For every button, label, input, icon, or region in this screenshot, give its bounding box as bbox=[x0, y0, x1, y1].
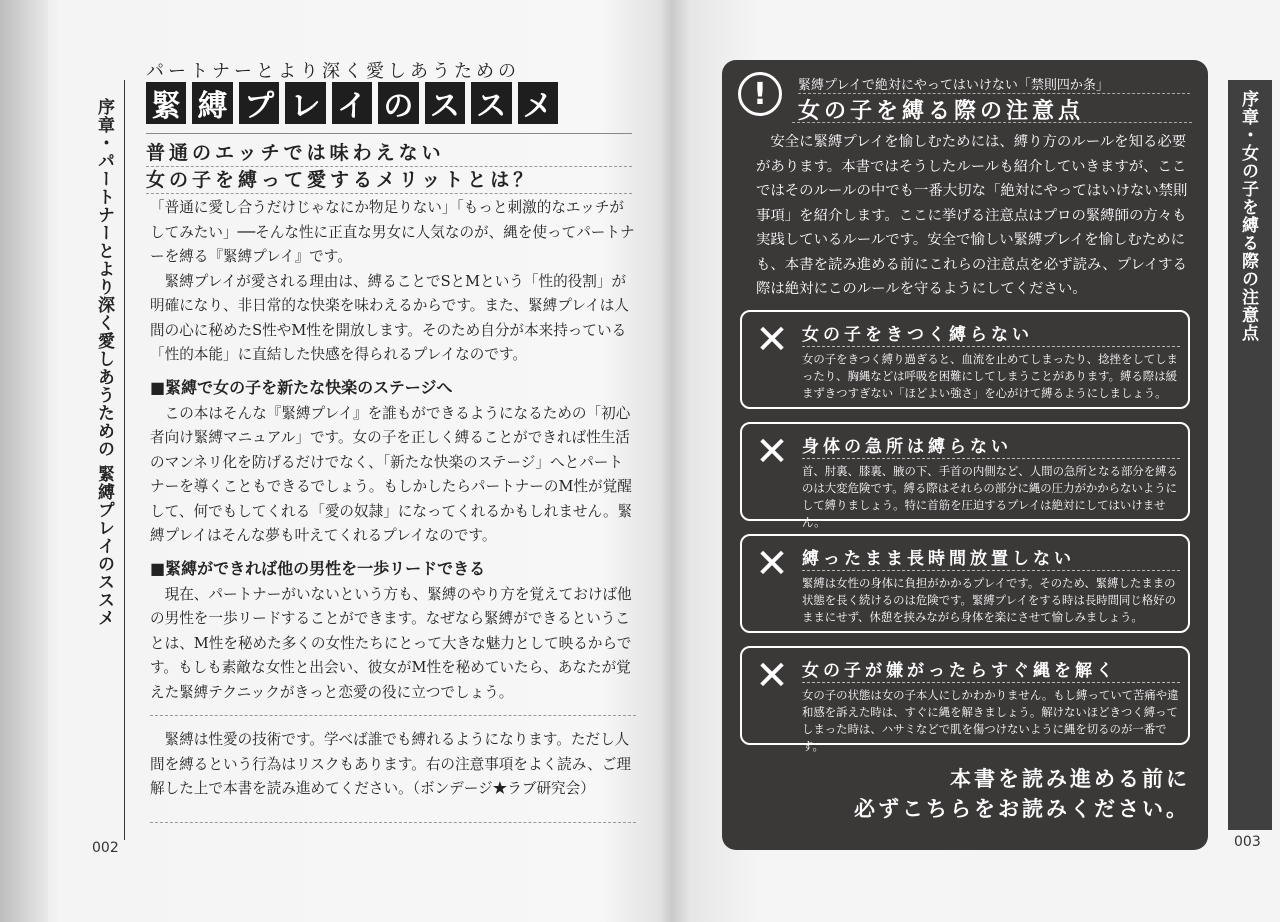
right-running-head: 序章・女の子を縛る際の注意点 bbox=[1238, 90, 1258, 342]
left-body-text bbox=[150, 196, 636, 802]
title-char: メ bbox=[518, 82, 558, 124]
panel-intro bbox=[756, 130, 1196, 302]
subtitle-line-1: 普通のエッチでは味わえない bbox=[146, 140, 632, 167]
rule-heading-2: 身体の急所は縛らない bbox=[802, 437, 1012, 457]
subtitle-line-2: 女の子を縛って愛するメリットとは？ bbox=[146, 167, 632, 194]
title-char: 縛 bbox=[192, 82, 232, 124]
paragraph-3: この本はそんな『緊縛プレイ』を誰もができるようになるための「初心者向け緊縛マニュアル」です。女の子を正しく縛ることができれば性生活のマンネリ化を防げるだけでなく、「新たな快楽のステージ」へとパートナーを導くこともできるでしょう。もしかしたらパートナーのM性が覚醒して、何でもしてくれる「愛の奴隷」になってくれるかもしれません。緊縛プレイはそんな夢も叶えてくれるプレイなのです。 bbox=[150, 404, 633, 544]
title-char: ス bbox=[425, 82, 465, 124]
left-running-head: 序章・パートナーとより深く愛しあうための 緊縛プレイのススメ bbox=[94, 98, 114, 627]
title-char: イ bbox=[332, 82, 372, 124]
title-char: レ bbox=[285, 82, 325, 124]
section-heading-1: ■緊縛で女の子を新たな快楽のステージへ bbox=[150, 377, 453, 397]
cross-icon: ✕ bbox=[755, 653, 789, 699]
rule-heading-3: 縛ったまま長時間放置しない bbox=[802, 549, 1075, 569]
rule-text-1: 女の子をきつく縛り過ぎると、血流を止めてしまったり、捻挫をしてしまったり、胸縄などは呼吸を困難にしてしまうことがあります。縛る際は緩まずきつすぎない「ほどよい強さ」を心がけて縛るようにしましょう。 bbox=[802, 346, 1180, 402]
title-char: 緊 bbox=[146, 82, 186, 124]
cta-line-2: 必ずこちらをお読みください。 bbox=[854, 797, 1190, 821]
article-kicker: パートナーとより深く愛しあうための bbox=[146, 61, 520, 82]
cta-line-1: 本書を読み進める前に bbox=[950, 767, 1190, 791]
panel-title: 女の子を縛る際の注意点 bbox=[798, 99, 1085, 124]
right-page-number: 003 bbox=[1234, 834, 1261, 850]
cross-icon: ✕ bbox=[755, 541, 789, 587]
panel-intro-text: 安全に緊縛プレイを愉しむためには、縛り方のルールを知る必要があります。本書ではそうしたルールも紹介していきますが、ここではそのルールの中でも一番大切な「絶対にやってはいけない禁則事項」を紹介します。ここに挙げる注意点はプロの緊縛師の方々も実践しているルールです。安全で愉しい緊縛プレイを愉しむためにも、本書を読み進める前にこれらの注意点を必ず読み、プレイする際は絶対にこのルールを守るようにしてください。 bbox=[756, 134, 1188, 297]
rule-heading-4: 女の子が嫌がったらすぐ縄を解く bbox=[802, 661, 1117, 681]
title-char: プ bbox=[239, 82, 279, 124]
paragraph-4: 現在、パートナーがいないという方も、緊縛のやり方を覚えておけば他の男性を一歩リードすることができます。なぜなら緊縛ができるということは、M性を秘めた多くの女性たちにとって大きな魅力として映るからです。もしも素敵な女性と出会い、彼女がM性を秘めていたら、あなたが覚えた緊縛テクニックがきっと恋愛の役に立つでしょう。 bbox=[150, 585, 632, 701]
cross-icon: ✕ bbox=[755, 317, 789, 363]
article-subtitle bbox=[146, 133, 632, 194]
panel-kicker: 緊縛プレイで絶対にやってはいけない「禁則四か条」 bbox=[798, 74, 1190, 94]
rule-text-2: 首、肘裏、膝裏、腋の下、手首の内側など、人間の急所となる部分を縛るのは大変危険です。縛る際はそれらの部分に縄の圧力がかからないようにして縛りましょう。特に首筋を圧迫するプレイは絶対にしてはいけません。 bbox=[802, 458, 1180, 531]
exclamation-icon: ! bbox=[738, 72, 782, 116]
call-to-action bbox=[790, 764, 1190, 824]
paragraph-1: 「普通に愛し合うだけじゃなにか物足りない」「もっと刺激的なエッチがしてみたい」──そんな性に正直な男女に人気なのが、縄を使ってパートナーを縛る『緊縛プレイ』です。 bbox=[150, 199, 635, 265]
page-edge-shadow bbox=[0, 0, 48, 922]
section-heading-2: ■緊縛ができれば他の男性を一歩リードできる bbox=[150, 558, 486, 578]
paragraph-5: 緊縛は性愛の技術です。学べば誰でも縛れるようになります。ただし人間を縛るという行為はリスクもあります。右の注意事項をよく読み、ご理解した上で本書を読み進めてください。（ボンデージ★ラブ研究会） bbox=[150, 731, 632, 797]
panel-dashed-rule bbox=[792, 122, 1192, 123]
rule-text-4: 女の子の状態は女の子本人にしかわかりません。もし縛っていて苦痛や違和感を訴えた時は、すぐに縄を解きましょう。解けないほどきつく縛ってしまった時は、ハサミなどで肌を傷つけないように縄を切るのが一番です。 bbox=[802, 682, 1180, 755]
paragraph-2: 緊縛プレイが愛される理由は、縛ることでSとMという「性的役割」が明確になり、非日常的な快楽を味わえるからです。また、緊縛プレイは人間の心に秘めたS性やM性を開放します。そのため自分が本来持っている「性的本能」に直結した快感を得られるプレイなのです。 bbox=[150, 272, 629, 363]
dashed-divider bbox=[150, 715, 636, 716]
rule-text-3: 緊縛は女性の身体に負担がかかるプレイです。そのため、緊縛したままの状態を長く続けるのは危険です。緊縛プレイをする時は長時間同じ格好のままにせず、休憩を挟みながら身体を楽にさせて愉しみましょう。 bbox=[802, 570, 1180, 626]
title-char: ス bbox=[471, 82, 511, 124]
cross-icon: ✕ bbox=[755, 429, 789, 475]
rule-heading-1: 女の子をきつく縛らない bbox=[802, 325, 1033, 345]
bottom-dashed-rule bbox=[150, 822, 636, 823]
article-title bbox=[146, 82, 558, 124]
title-char: の bbox=[378, 82, 418, 124]
left-page-number: 002 bbox=[92, 840, 119, 856]
